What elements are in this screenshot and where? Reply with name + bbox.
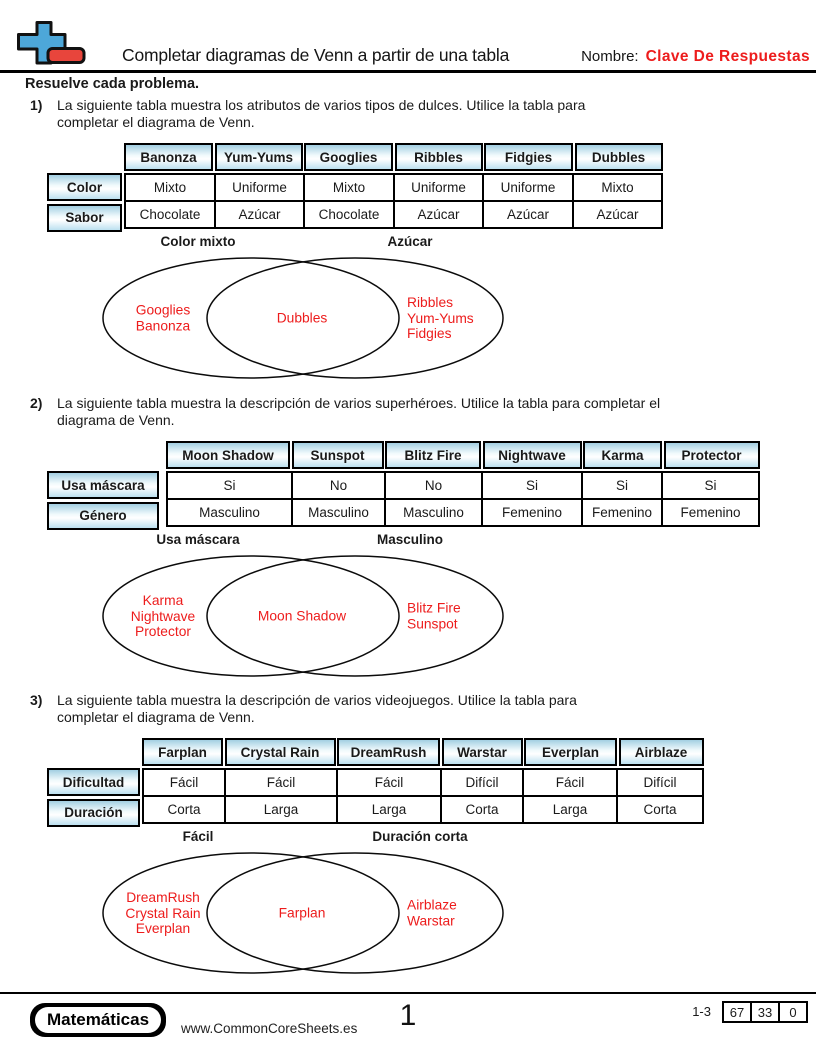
table-cell: Chocolate: [304, 201, 394, 228]
instruction-text: Resuelve cada problema.: [25, 76, 200, 92]
venn-item: Protector: [135, 623, 191, 639]
table-cell: Si: [582, 472, 662, 499]
table-cell: Larga: [225, 796, 337, 823]
page-number: 1: [399, 999, 417, 1032]
venn-diagram: [30, 532, 816, 684]
table-column-header: Airblaze: [619, 738, 704, 766]
table-column-header: Yum-Yums: [215, 143, 303, 171]
table-column-header: Nightwave: [483, 441, 582, 469]
table-column-header: Karma: [583, 441, 662, 469]
problem-number: 3): [30, 692, 43, 708]
problem-2-table: [30, 441, 816, 529]
problem-text: [52, 97, 585, 135]
page-title: Completar diagramas de Venn a partir de una tabla: [122, 45, 510, 65]
table-row: [167, 472, 759, 499]
table-row-label: Color: [47, 173, 122, 201]
table-grid: [142, 738, 705, 824]
table-cell: Mixto: [573, 174, 662, 201]
table-cell: Larga: [523, 796, 617, 823]
table-column-header: Googlies: [304, 143, 393, 171]
score-box: 67: [724, 1003, 750, 1021]
problem-1-table: [30, 143, 816, 231]
table-cell: Si: [662, 472, 759, 499]
table-column-header: Farplan: [142, 738, 223, 766]
table-grid: [124, 143, 664, 229]
table-cell: Azúcar: [215, 201, 304, 228]
problem-text-line: diagrama de Venn.: [57, 412, 175, 428]
venn-left-label: Fácil: [182, 829, 214, 844]
score-area: [692, 1001, 808, 1023]
table-cell: Azúcar: [573, 201, 662, 228]
venn-intersection-items: [279, 905, 326, 921]
table-row-label: Género: [47, 502, 159, 530]
table-cell: Femenino: [582, 499, 662, 526]
venn-item: DreamRush: [126, 889, 200, 905]
score-box: 33: [750, 1003, 778, 1021]
table-cell: Chocolate: [125, 201, 215, 228]
table-row-labels: [47, 471, 159, 532]
website-url: www.CommonCoreSheets.es: [181, 1021, 358, 1036]
score-box: 0: [778, 1003, 806, 1021]
table-cell: Mixto: [125, 174, 215, 201]
venn-item: Sunspot: [407, 616, 458, 631]
table-cell: Uniforme: [215, 174, 304, 201]
table-cell: Difícil: [441, 769, 523, 796]
table-cell: Corta: [617, 796, 703, 823]
table-row-labels: [47, 173, 122, 234]
table-header-row: [142, 738, 705, 766]
table-column-header: DreamRush: [337, 738, 440, 766]
plus-minus-logo-icon: [17, 21, 87, 65]
problem-text: [52, 395, 660, 433]
table-cell: Fácil: [143, 769, 225, 796]
problem-text: [52, 692, 577, 730]
table-cell: Masculino: [385, 499, 482, 526]
table-cell: Larga: [337, 796, 441, 823]
venn-right-items: [407, 601, 461, 632]
problem-range: 1-3: [692, 1004, 711, 1019]
table-grid: [166, 441, 761, 527]
table-cell: Azúcar: [483, 201, 573, 228]
problem-text-line: La siguiente tabla muestra los atributos de varios tipos de dulces. Utilice la tabla para: [57, 97, 586, 113]
table-column-header: Everplan: [524, 738, 617, 766]
venn-item: Everplan: [135, 920, 191, 936]
venn-left-items: [125, 890, 200, 937]
table-cell: Mixto: [304, 174, 394, 201]
table-column-header: Dubbles: [575, 143, 663, 171]
table-cell: Femenino: [662, 499, 759, 526]
venn-left-items: [136, 303, 190, 334]
problem-1-statement: [30, 95, 816, 135]
table-cell: Uniforme: [483, 174, 573, 201]
venn-item: Ribbles: [407, 294, 454, 310]
venn-item: Airblaze: [407, 897, 457, 913]
venn-right-label: Duración corta: [372, 829, 468, 844]
table-cell: Si: [167, 472, 292, 499]
table-cell: Fácil: [225, 769, 337, 796]
problem-2: [30, 393, 816, 684]
table-row: [143, 796, 703, 823]
table-row: [125, 174, 662, 201]
venn-item: Blitz Fire: [407, 600, 461, 616]
venn-item: Yum-Yums: [407, 310, 474, 326]
table-column-header: Blitz Fire: [385, 441, 481, 469]
table-cell: Corta: [143, 796, 225, 823]
venn-diagram: [30, 234, 816, 386]
table-row: [143, 769, 703, 796]
venn-intersection-items: [277, 310, 328, 326]
problem-2-statement: [30, 393, 816, 433]
venn-item: Nightwave: [130, 608, 196, 624]
problem-text-line: La siguiente tabla muestra la descripción de varios superhéroes. Utilice la tabla para completar el: [57, 395, 661, 411]
table-data: [124, 173, 663, 229]
table-cell: Azúcar: [394, 201, 483, 228]
table-cell: Uniforme: [394, 174, 483, 201]
venn-left-items: [131, 593, 195, 640]
venn-item: Googlies: [135, 302, 191, 318]
table-column-header: Protector: [664, 441, 760, 469]
table-cell: Corta: [441, 796, 523, 823]
table-row-label: Duración: [47, 799, 140, 827]
venn-right-items: [407, 898, 457, 929]
table-cell: Fácil: [337, 769, 441, 796]
score-boxes: [722, 1001, 808, 1023]
venn-item: Banonza: [135, 318, 191, 333]
problem-3-table: [30, 738, 816, 826]
table-cell: No: [385, 472, 482, 499]
table-column-header: Ribbles: [395, 143, 483, 171]
venn-item: Karma: [142, 592, 184, 608]
table-row-labels: [47, 768, 140, 829]
table-cell: No: [292, 472, 385, 499]
table-header-row: [166, 441, 761, 469]
table-column-header: Fidgies: [484, 143, 573, 171]
problem-text-line: La siguiente tabla muestra la descripción de varios videojuegos. Utilice la tabla para: [57, 692, 577, 708]
venn-right-items: [407, 295, 474, 342]
table-column-header: Moon Shadow: [166, 441, 290, 469]
problem-1: [30, 95, 816, 386]
answer-key-value: Clave De Respuestas: [645, 48, 810, 65]
table-column-header: Warstar: [442, 738, 523, 766]
problem-text-line: completar el diagrama de Venn.: [57, 114, 255, 130]
problem-text-line: completar el diagrama de Venn.: [57, 709, 255, 725]
table-cell: Fácil: [523, 769, 617, 796]
table-data: [166, 471, 760, 527]
page-footer: [0, 992, 816, 1056]
table-cell: Si: [482, 472, 582, 499]
venn-item: Moon Shadow: [257, 608, 347, 624]
table-header-row: [124, 143, 664, 171]
problem-number: 2): [30, 395, 43, 411]
venn-right-label: Masculino: [376, 532, 444, 547]
table-cell: Difícil: [617, 769, 703, 796]
venn-item: Crystal Rain: [125, 905, 201, 921]
table-row-label: Usa máscara: [47, 471, 159, 499]
problem-number: 1): [30, 97, 43, 113]
table-cell: Femenino: [482, 499, 582, 526]
venn-diagram: [30, 829, 816, 981]
venn-item: Fidgies: [407, 325, 452, 341]
table-row-label: Dificultad: [47, 768, 140, 796]
table-cell: Masculino: [167, 499, 292, 526]
table-row-label: Sabor: [47, 204, 122, 232]
table-column-header: Banonza: [124, 143, 213, 171]
table-data: [142, 768, 704, 824]
venn-item: Dubbles: [276, 310, 328, 326]
problem-3: [30, 690, 816, 981]
venn-right-label: Azúcar: [387, 234, 433, 249]
venn-item: Farplan: [278, 905, 326, 921]
venn-intersection-items: [258, 608, 346, 624]
table-row: [167, 499, 759, 526]
venn-left-label: Usa máscara: [156, 532, 240, 547]
table-cell: Masculino: [292, 499, 385, 526]
problem-3-statement: [30, 690, 816, 730]
venn-item: Warstar: [407, 913, 455, 928]
page-header: [0, 0, 816, 73]
table-column-header: Sunspot: [292, 441, 384, 469]
name-label: Nombre:: [581, 48, 639, 65]
table-row: [125, 201, 662, 228]
venn-left-label: Color mixto: [160, 234, 236, 249]
brand-label: Matemáticas: [35, 1007, 161, 1033]
table-column-header: Crystal Rain: [225, 738, 336, 766]
